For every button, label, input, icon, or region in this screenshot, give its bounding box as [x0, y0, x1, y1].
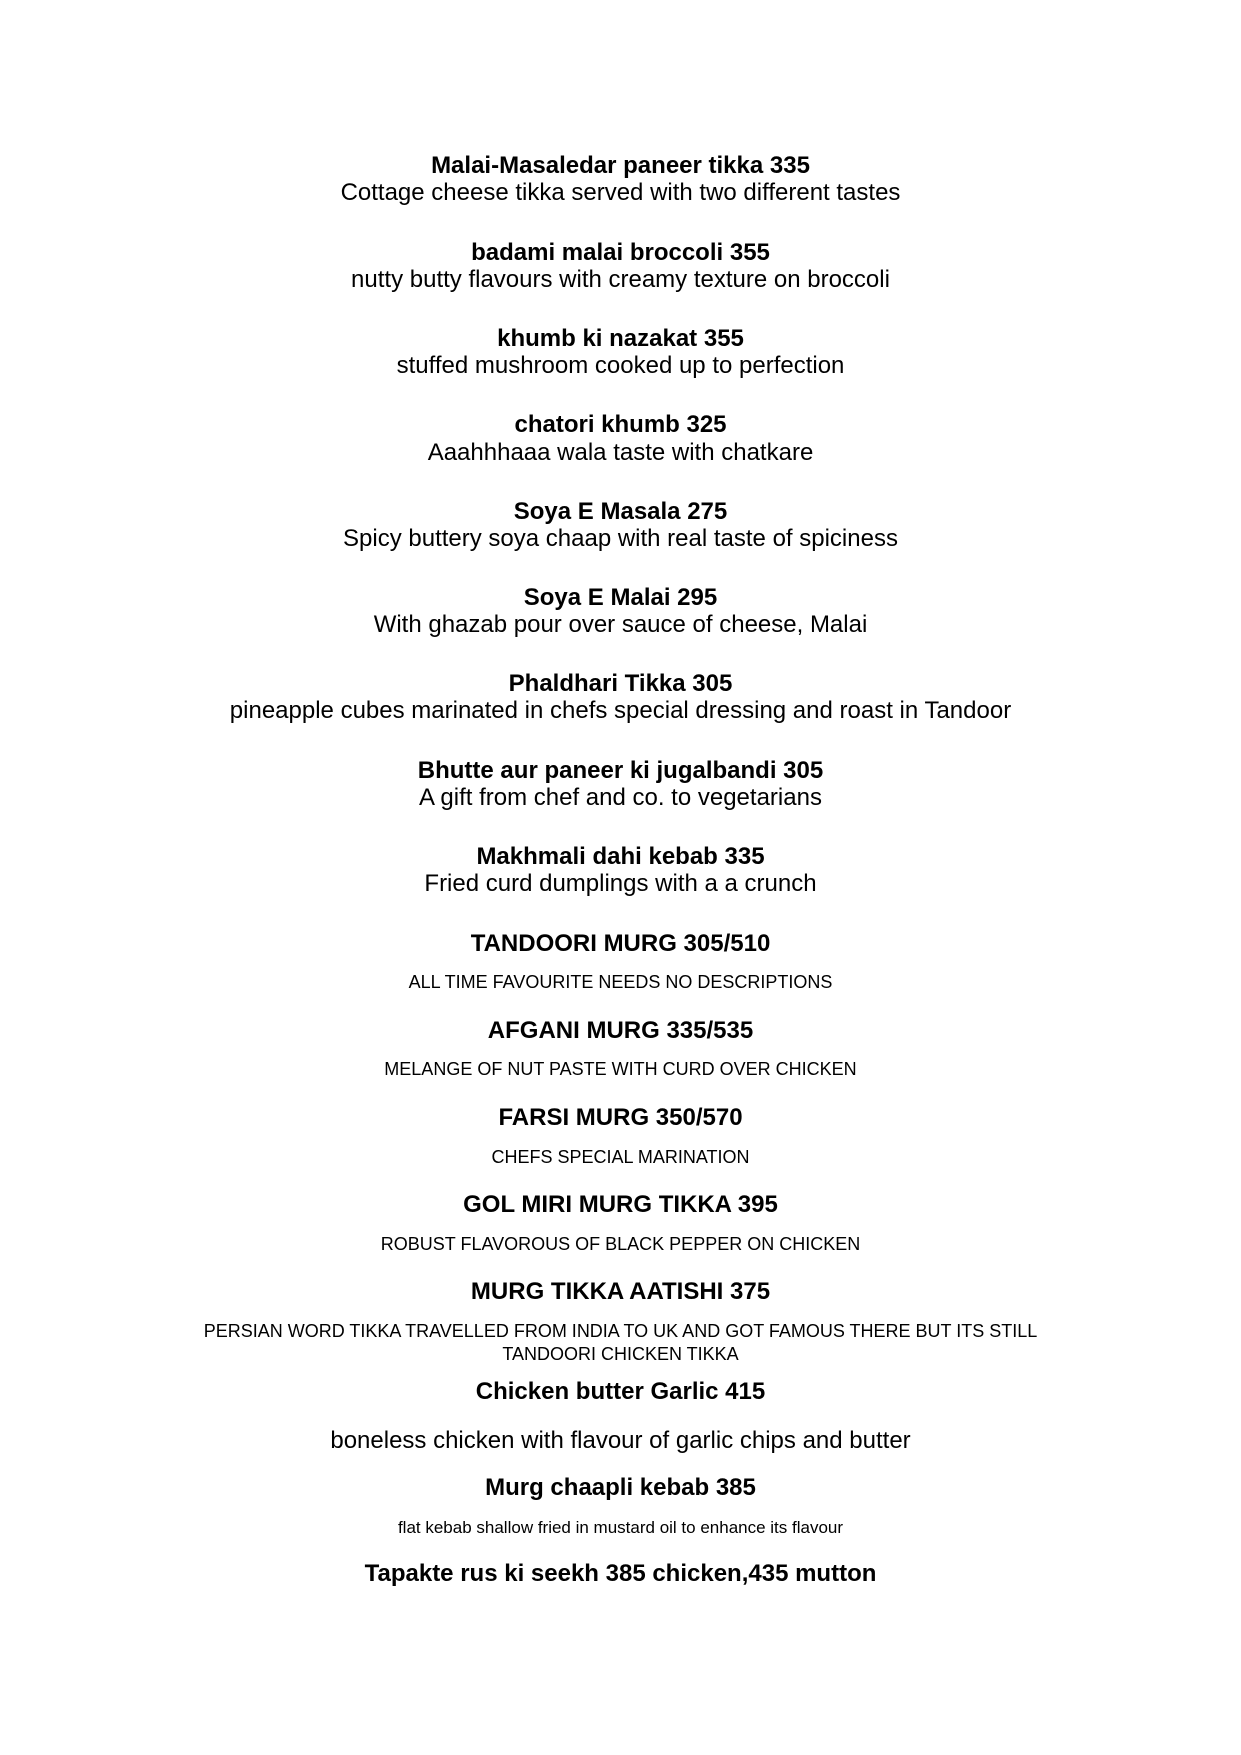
- menu-item-title: Phaldhari Tikka 305: [508, 670, 733, 697]
- menu-item-title: Soya E Masala 275: [513, 498, 728, 525]
- menu-item-description: A gift from chef and co. to vegetarians: [419, 784, 822, 811]
- menu-item-title: Soya E Malai 295: [523, 584, 718, 611]
- menu-item-description: nutty butty flavours with creamy texture on broccoli: [351, 266, 890, 293]
- menu-item-title: Chicken butter Garlic 415: [475, 1378, 766, 1405]
- menu-item-description: With ghazab pour over sauce of cheese, Malai: [373, 611, 868, 638]
- menu-item-description: ALL TIME FAVOURITE NEEDS NO DESCRIPTIONS: [408, 972, 833, 992]
- menu-item-description: MELANGE OF NUT PASTE WITH CURD OVER CHICKEN: [384, 1059, 857, 1079]
- menu-item-title: TANDOORI MURG 305/510: [470, 930, 771, 957]
- menu-item-description: boneless chicken with flavour of garlic chips and butter: [330, 1427, 911, 1454]
- menu-item-title: chatori khumb 325: [514, 411, 727, 438]
- menu-item-description-line1: PERSIAN WORD TIKKA TRAVELLED FROM INDIA TO UK AND GOT FAMOUS THERE BUT ITS STILL: [203, 1321, 1038, 1341]
- menu-item-description: Aaahhhaaa wala taste with chatkare: [427, 439, 814, 466]
- menu-item-title: Bhutte aur paneer ki jugalbandi 305: [417, 757, 824, 784]
- menu-item-description: ROBUST FLAVOROUS OF BLACK PEPPER ON CHICKEN: [380, 1234, 861, 1254]
- menu-item-title: Malai-Masaledar paneer tikka 335: [431, 152, 810, 179]
- menu-item-description: pineapple cubes marinated in chefs special dressing and roast in Tandoor: [229, 697, 1012, 724]
- menu-item-title: MURG TIKKA AATISHI 375: [470, 1278, 771, 1305]
- menu-item-description: stuffed mushroom cooked up to perfection: [396, 352, 845, 379]
- menu-item-title: FARSI MURG 350/570: [498, 1104, 743, 1131]
- menu-item-title: Murg chaapli kebab 385: [485, 1474, 756, 1501]
- menu-item-title: badami malai broccoli 355: [471, 239, 770, 266]
- menu-item-description-line2: TANDOORI CHICKEN TIKKA: [502, 1344, 739, 1364]
- menu-item-title: khumb ki nazakat 355: [497, 325, 744, 352]
- menu-item-description: CHEFS SPECIAL MARINATION: [491, 1147, 750, 1167]
- menu-item-title: GOL MIRI MURG TIKKA 395: [463, 1191, 778, 1218]
- menu-item-title: AFGANI MURG 335/535: [487, 1017, 754, 1044]
- menu-item-description: Spicy buttery soya chaap with real taste of spiciness: [343, 525, 898, 552]
- menu-item-description: Cottage cheese tikka served with two different tastes: [340, 179, 901, 206]
- menu-item-description: Fried curd dumplings with a a crunch: [424, 870, 817, 897]
- menu-item-description: flat kebab shallow fried in mustard oil to enhance its flavour: [397, 1518, 844, 1537]
- menu-item-title: Makhmali dahi kebab 335: [476, 843, 765, 870]
- menu-item-title: Tapakte rus ki seekh 385 chicken,435 mutton: [364, 1560, 877, 1587]
